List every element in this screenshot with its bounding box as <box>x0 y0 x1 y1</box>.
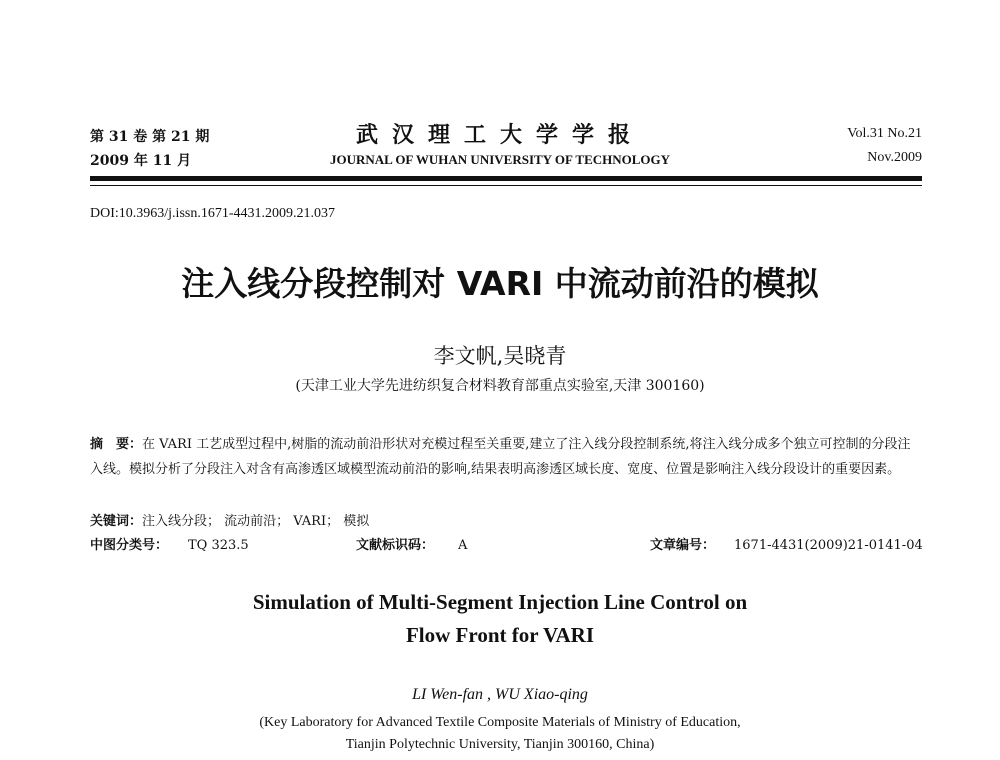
affiliation-en-line1: (Key Laboratory for Advanced Textile Composite Materials of Ministry of Education, <box>259 715 741 730</box>
affiliation-en <box>0 712 1000 756</box>
paper-title-en-line1: Simulation of Multi-Segment Injection Line Control on <box>252 590 748 614</box>
header-rule-thick <box>90 176 922 181</box>
abstract-label: 摘 要： <box>90 437 143 452</box>
abstract <box>90 432 922 482</box>
date-cn: 2009 年 11 月 <box>90 153 192 169</box>
clc-label: 中图分类号： <box>90 538 169 553</box>
authors-cn: 李文帆,吴晓青 <box>433 344 567 368</box>
article-number-label: 文章编号： <box>650 538 716 553</box>
volume-issue-cn: 第 31 卷 第 21 期 <box>90 129 210 145</box>
keywords-label: 关键词： <box>90 514 143 529</box>
keywords <box>90 509 922 534</box>
paper-title-cn: 注入线分段控制对 VARI 中流动前沿的模拟 <box>181 264 819 303</box>
authors-en: LI Wen-fan , WU Xiao-qing <box>412 686 588 703</box>
journal-title-en: JOURNAL OF WUHAN UNIVERSITY OF TECHNOLOGY <box>329 152 671 167</box>
header-rule-thin <box>90 185 922 186</box>
affiliation-cn: (天津工业大学先进纺织复合材料教育部重点实验室,天津 300160) <box>295 378 705 394</box>
doc-code-label: 文献标识码： <box>356 538 435 553</box>
affiliation-en-line2: Tianjin Polytechnic University, Tianjin 300160, China) <box>345 737 655 752</box>
abstract-text: 在 VARI 工艺成型过程中,树脂的流动前沿形状对充模过程至关重要,建立了注入线分段控制系统,将注入线分成多个独立可控制的分段注入线。模拟分析了分段注入对含有高渗透区域模型流动前沿的影响,结果表明高渗透区域长度、宽度、位置是影响注入线分段设计的重要因素。 <box>90 437 911 477</box>
volume-issue-en: Vol.31 No.21 <box>847 126 922 141</box>
doc-code-value: A <box>458 538 468 553</box>
date-en: Nov.2009 <box>867 150 922 165</box>
article-number-value: 1671-4431(2009)21-0141-04 <box>734 538 923 553</box>
journal-title-cn: 武汉理工大学学报 <box>355 122 644 148</box>
keywords-text: 注入线分段； 流动前沿； VARI； 模拟 <box>142 514 370 529</box>
doi[interactable]: DOI:10.3963/j.issn.1671-4431.2009.21.037 <box>90 206 335 221</box>
clc-value: TQ 323.5 <box>188 538 249 553</box>
paper-title-en-line2: Flow Front for VARI <box>405 623 595 647</box>
paper-title-en <box>0 586 1000 652</box>
